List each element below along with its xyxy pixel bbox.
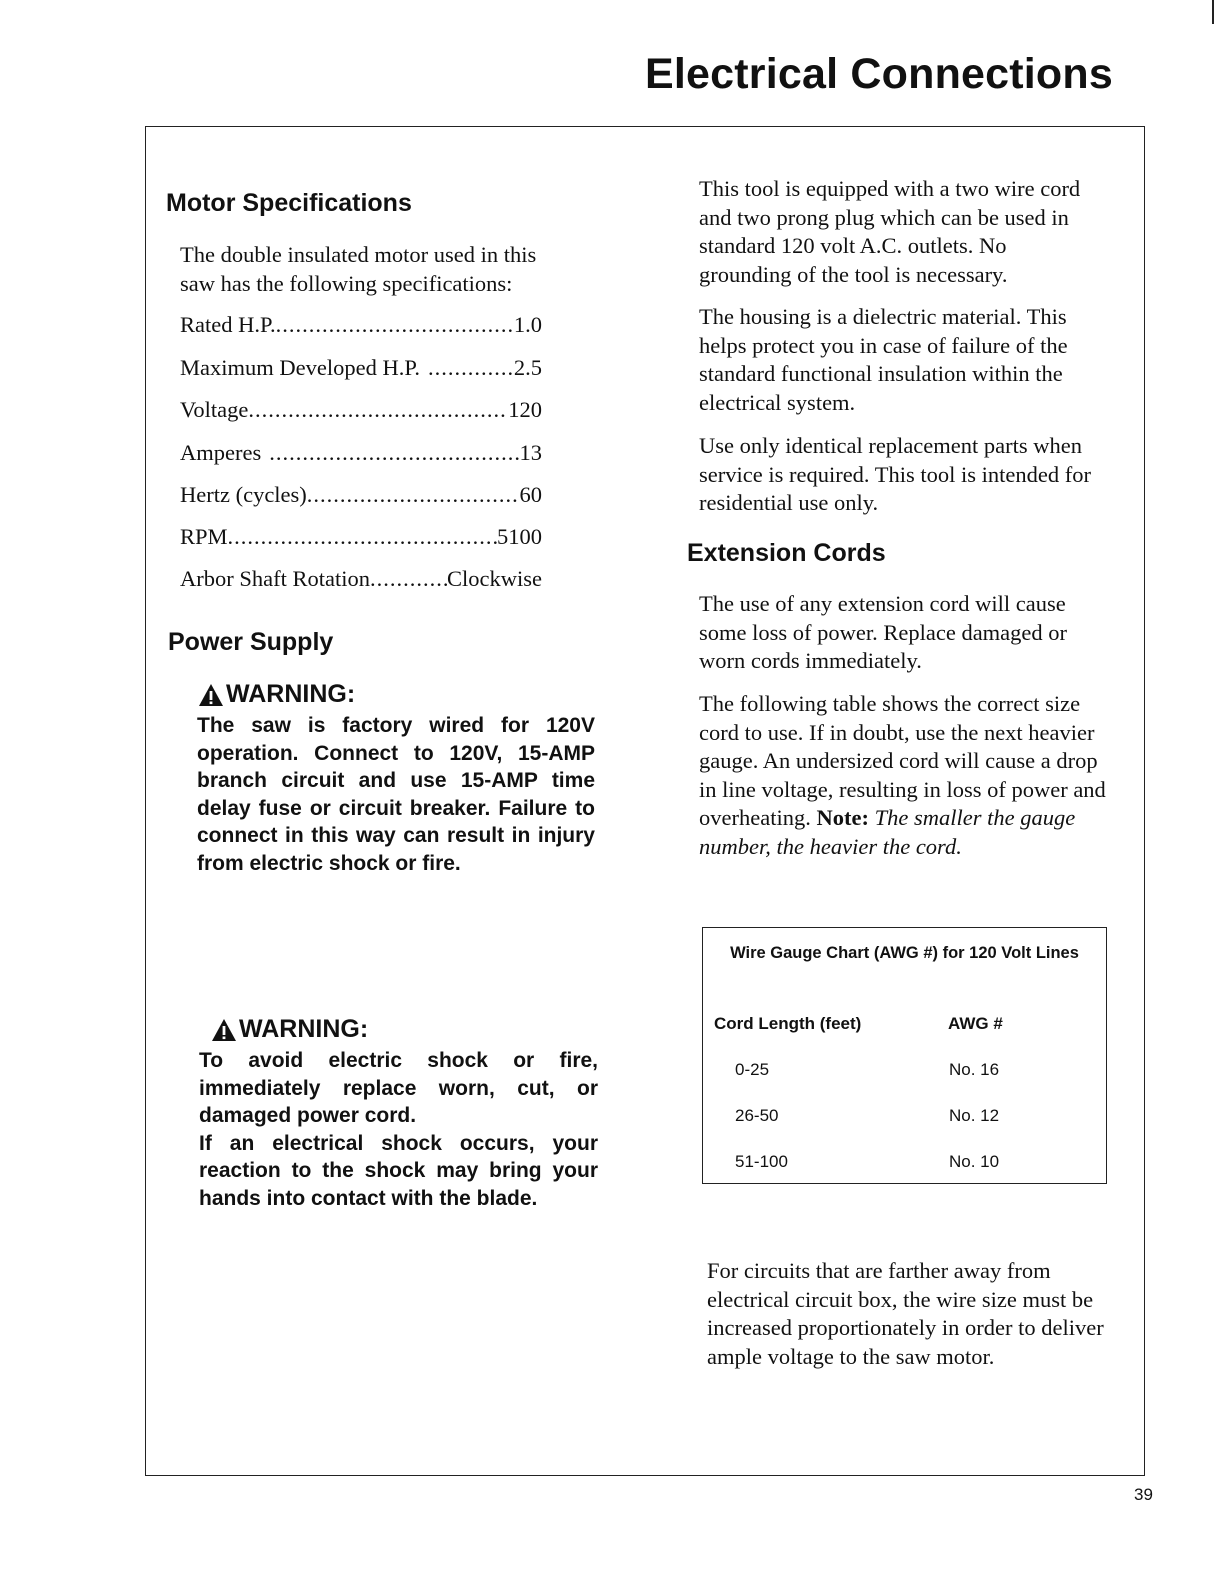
- warning-heading-2: [211, 1015, 368, 1044]
- warning-label: WARNING:: [239, 1015, 369, 1043]
- warning-label: WARNING:: [226, 680, 356, 708]
- table-intro-text: The following table shows the correct size cord to use. If in doubt, use the next heavier gauge. An undersized cord will cause a drop in line voltage, resulting in loss of power and overheating.: [699, 691, 1106, 830]
- spec-label: Maximum Developed H.P.: [180, 355, 420, 380]
- spec-row-amperes: [180, 440, 542, 466]
- note-text: The smaller the gauge number, the heavier the cord.: [699, 805, 1076, 859]
- table-cell-length: 0-25: [735, 1060, 770, 1079]
- spec-label: Voltage: [180, 397, 249, 422]
- wire-gauge-table: [702, 927, 1107, 1184]
- motor-specs-intro-line1: The double insulated motor used in this: [180, 242, 537, 267]
- intro-paragraph: This tool is equipped with a two wire cord and two prong plug which can be used in standard 120 volt A.C. outlets. No grounding of the tool is necessary.: [699, 176, 1081, 287]
- spec-value: 120: [508, 397, 542, 422]
- table-cell-awg: No. 10: [949, 1152, 1000, 1171]
- extension-paragraph-2: [699, 690, 1111, 861]
- extension-paragraph-1: The use of any extension cord will cause some loss of power. Replace damaged or worn cords immediately.: [699, 591, 1068, 673]
- column-header-awg: AWG #: [948, 1014, 1003, 1033]
- table-cell-length: 51-100: [735, 1152, 788, 1171]
- spec-value: 60: [519, 482, 542, 507]
- warning-text-2: [199, 1047, 598, 1212]
- extension-cords-heading: Extension Cords: [687, 539, 886, 567]
- spec-row-arbor-rotation: [180, 566, 542, 592]
- wire-gauge-table-title: Wire Gauge Chart (AWG #) for 120 Volt Lines: [730, 944, 1079, 962]
- note-label: Note:: [816, 805, 869, 830]
- margin-mark: [1212, 0, 1214, 24]
- spec-label: Amperes: [180, 440, 262, 465]
- power-supply-heading: Power Supply: [168, 628, 334, 656]
- spec-row-hertz: [180, 482, 542, 508]
- spec-row-voltage: [180, 397, 542, 423]
- table-cell-length: 26-50: [735, 1106, 779, 1125]
- warning-text-2a: To avoid electric shock or fire, immediately replace worn, cut, or damaged power cord.: [199, 1049, 598, 1127]
- spec-value: 1.0: [513, 312, 542, 337]
- spec-value: Clockwise: [447, 566, 542, 591]
- spec-label: RPM: [180, 524, 228, 549]
- spec-label: Rated H.P.: [180, 312, 276, 337]
- warning-text-2b: If an electrical shock occurs, your reaction to the shock may bring your hands into contact with the blade.: [199, 1131, 598, 1210]
- page-number: 39: [1134, 1485, 1153, 1504]
- spec-label: Arbor Shaft Rotation: [180, 566, 370, 591]
- replacement-paragraph: Use only identical replacement parts when service is required. This tool is intended for residential use only.: [699, 433, 1091, 515]
- page-title: Electrical Connections: [645, 50, 1113, 98]
- warning-heading-1: [198, 680, 355, 709]
- spec-value: 13: [519, 440, 542, 465]
- table-cell-awg: No. 16: [949, 1060, 1000, 1079]
- spec-label: Hertz (cycles): [180, 482, 307, 507]
- spec-value: 2.5: [513, 355, 542, 380]
- closing-paragraph: For circuits that are farther away from electrical circuit box, the wire size must be increased proportionately in order to deliver ample voltage to the saw motor.: [707, 1258, 1104, 1369]
- spec-value: 5100: [497, 524, 542, 549]
- motor-specs-heading: Motor Specifications: [166, 189, 412, 217]
- table-cell-awg: No. 12: [949, 1106, 1000, 1125]
- housing-paragraph: The housing is a dielectric material. This helps protect you in case of failure of the standard functional insulation within the electrical system.: [699, 304, 1068, 415]
- motor-specs-intro: [180, 241, 600, 298]
- column-header-cord-length: Cord Length (feet): [714, 1014, 862, 1033]
- spec-row-rated-hp: [180, 312, 542, 338]
- warning-text-1: The saw is factory wired for 120V operation. Connect to 120V, 15-AMP branch circuit and use 15-AMP time delay fuse or circuit breaker. Failure to connect in this way can result in injury from electric shock or fire.: [197, 714, 595, 875]
- spec-row-max-hp: [180, 355, 542, 381]
- warning-icon: [211, 1018, 237, 1042]
- motor-specs-intro-line2: saw has the following specifications:: [180, 270, 513, 296]
- spec-row-rpm: [180, 524, 542, 550]
- warning-icon: [198, 683, 224, 707]
